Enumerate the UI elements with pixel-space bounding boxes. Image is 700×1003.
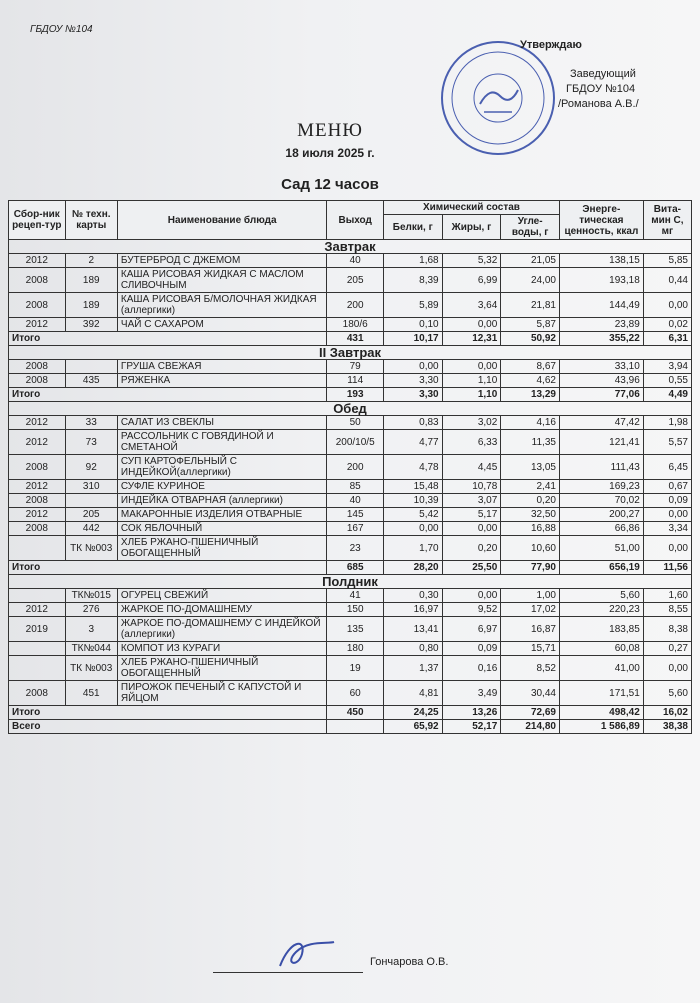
dish-name: РАССОЛЬНИК С ГОВЯДИНОЙ И СМЕТАНОЙ — [117, 430, 326, 455]
dish-name: ОГУРЕЦ СВЕЖИЙ — [117, 589, 326, 603]
table-row — [9, 430, 692, 455]
table-cell: 0,83 — [383, 416, 442, 430]
table-cell: 3 — [65, 617, 117, 642]
table-cell: 138,15 — [559, 254, 643, 268]
table-cell: 16,88 — [501, 522, 560, 536]
total-cell: 16,02 — [643, 706, 691, 720]
table-cell: 0,67 — [643, 480, 691, 494]
col-tech: № техн. карты — [65, 201, 117, 240]
table-cell: 4,81 — [383, 681, 442, 706]
col-belki: Белки, г — [383, 215, 442, 240]
table-cell: 40 — [327, 254, 384, 268]
table-cell: 24,00 — [501, 268, 560, 293]
table-cell: 2008 — [9, 374, 66, 388]
table-cell: 2019 — [9, 617, 66, 642]
total-cell: 685 — [327, 561, 384, 575]
table-cell: 6,99 — [442, 268, 501, 293]
table-cell: 144,49 — [559, 293, 643, 318]
table-cell: 2008 — [9, 494, 66, 508]
table-cell: 8,67 — [501, 360, 560, 374]
total-row — [9, 706, 692, 720]
table-row — [9, 536, 692, 561]
table-cell: 0,44 — [643, 268, 691, 293]
table-row — [9, 589, 692, 603]
table-cell: 5,57 — [643, 430, 691, 455]
total-cell: 10,17 — [383, 332, 442, 346]
table-cell: 79 — [327, 360, 384, 374]
table-cell: 1,68 — [383, 254, 442, 268]
dish-name: ИНДЕЙКА ОТВАРНАЯ (аллергики) — [117, 494, 326, 508]
table-cell — [9, 536, 66, 561]
table-cell: 1,00 — [501, 589, 560, 603]
approve-line: ГБДОУ №104 — [566, 83, 636, 95]
table-cell: 13,41 — [383, 617, 442, 642]
total-cell: 77,90 — [501, 561, 560, 575]
dish-name: СОК ЯБЛОЧНЫЙ — [117, 522, 326, 536]
table-cell: 32,50 — [501, 508, 560, 522]
total-label: Итого — [9, 388, 327, 402]
section-header — [9, 240, 692, 254]
approve-line: Утверждаю — [520, 39, 582, 51]
table-cell: 3,30 — [383, 374, 442, 388]
table-cell: 0,10 — [383, 318, 442, 332]
table-cell: 60 — [327, 681, 384, 706]
col-vyhod: Выход — [327, 201, 384, 240]
table-cell: 2012 — [9, 508, 66, 522]
table-cell: 2012 — [9, 603, 66, 617]
signature-line — [213, 936, 363, 973]
total-cell: 50,92 — [501, 332, 560, 346]
table-cell — [65, 494, 117, 508]
table-cell: 0,00 — [643, 536, 691, 561]
table-cell: 15,48 — [383, 480, 442, 494]
table-cell: 2008 — [9, 268, 66, 293]
table-cell: 0,27 — [643, 642, 691, 656]
table-cell: 8,52 — [501, 656, 560, 681]
table-cell: 8,39 — [383, 268, 442, 293]
section-header — [9, 402, 692, 416]
dish-name: КАША РИСОВАЯ Б/МОЛОЧНАЯ ЖИДКАЯ (аллергики) — [117, 293, 326, 318]
total-cell: 13,26 — [442, 706, 501, 720]
grand-total-cell — [327, 720, 384, 734]
table-row — [9, 480, 692, 494]
table-cell: 5,42 — [383, 508, 442, 522]
table-cell: 276 — [65, 603, 117, 617]
table-cell: 2012 — [9, 416, 66, 430]
table-cell: 2,41 — [501, 480, 560, 494]
table-cell: 193,18 — [559, 268, 643, 293]
table-cell: 0,09 — [643, 494, 691, 508]
table-row — [9, 508, 692, 522]
table-cell: 21,81 — [501, 293, 560, 318]
dish-name: РЯЖЕНКА — [117, 374, 326, 388]
total-cell: 656,19 — [559, 561, 643, 575]
table-cell: 85 — [327, 480, 384, 494]
table-cell: 2008 — [9, 360, 66, 374]
table-cell: 43,96 — [559, 374, 643, 388]
table-cell: 6,33 — [442, 430, 501, 455]
table-cell: 111,43 — [559, 455, 643, 480]
table-cell: 3,07 — [442, 494, 501, 508]
table-cell: 5,87 — [501, 318, 560, 332]
table-cell: 167 — [327, 522, 384, 536]
table-cell: 13,05 — [501, 455, 560, 480]
grand-total-row — [9, 720, 692, 734]
table-cell: 3,49 — [442, 681, 501, 706]
total-row — [9, 561, 692, 575]
table-cell: 17,02 — [501, 603, 560, 617]
table-cell: 8,38 — [643, 617, 691, 642]
table-cell: 1,70 — [383, 536, 442, 561]
table-cell: 15,71 — [501, 642, 560, 656]
table-cell: 3,02 — [442, 416, 501, 430]
table-cell: 0,02 — [643, 318, 691, 332]
table-row — [9, 293, 692, 318]
total-cell: 498,42 — [559, 706, 643, 720]
table-row — [9, 494, 692, 508]
table-row — [9, 318, 692, 332]
dish-name: КАША РИСОВАЯ ЖИДКАЯ С МАСЛОМ СЛИВОЧНЫМ — [117, 268, 326, 293]
dish-name: СУП КАРТОФЕЛЬНЫЙ С ИНДЕЙКОЙ(аллергики) — [117, 455, 326, 480]
table-cell: 0,20 — [501, 494, 560, 508]
table-cell: 51,00 — [559, 536, 643, 561]
table-cell: 205 — [327, 268, 384, 293]
table-cell: 0,00 — [643, 656, 691, 681]
grand-total-cell: 1 586,89 — [559, 720, 643, 734]
table-cell: 47,42 — [559, 416, 643, 430]
menu-table — [8, 200, 692, 734]
table-cell: 0,00 — [643, 293, 691, 318]
table-cell: 5,17 — [442, 508, 501, 522]
table-cell: 16,87 — [501, 617, 560, 642]
table-row — [9, 268, 692, 293]
dish-name: БУТЕРБРОД С ДЖЕМОМ — [117, 254, 326, 268]
total-cell: 12,31 — [442, 332, 501, 346]
table-cell: 9,52 — [442, 603, 501, 617]
grand-total-cell: 38,38 — [643, 720, 691, 734]
dish-name: КОМПОТ ИЗ КУРАГИ — [117, 642, 326, 656]
table-cell: 5,32 — [442, 254, 501, 268]
col-name: Наименование блюда — [117, 201, 326, 240]
table-cell: 0,30 — [383, 589, 442, 603]
table-cell: 220,23 — [559, 603, 643, 617]
table-cell — [65, 360, 117, 374]
total-cell: 72,69 — [501, 706, 560, 720]
table-cell: 6,97 — [442, 617, 501, 642]
table-cell: 189 — [65, 293, 117, 318]
table-cell: 40 — [327, 494, 384, 508]
table-cell: 2012 — [9, 430, 66, 455]
table-cell: 5,60 — [559, 589, 643, 603]
table-cell: 41,00 — [559, 656, 643, 681]
total-cell: 450 — [327, 706, 384, 720]
table-row — [9, 254, 692, 268]
table-cell: 171,51 — [559, 681, 643, 706]
col-chem: Химический состав — [383, 201, 559, 215]
col-sbornik: Сбор-ник рецеп-тур — [9, 201, 66, 240]
table-cell: 205 — [65, 508, 117, 522]
col-energy: Энерге-тическая ценность, ккал — [559, 201, 643, 240]
table-cell: 0,00 — [442, 522, 501, 536]
table-cell: 1,37 — [383, 656, 442, 681]
table-row — [9, 455, 692, 480]
table-cell: 50 — [327, 416, 384, 430]
table-cell: 145 — [327, 508, 384, 522]
table-cell: ТК №003 — [65, 536, 117, 561]
total-cell: 6,31 — [643, 332, 691, 346]
total-cell: 355,22 — [559, 332, 643, 346]
table-cell: 2008 — [9, 455, 66, 480]
table-cell: 310 — [65, 480, 117, 494]
table-cell: 73 — [65, 430, 117, 455]
col-zhiry: Жиры, г — [442, 215, 501, 240]
table-cell: 2012 — [9, 254, 66, 268]
table-row — [9, 374, 692, 388]
table-cell: ТК №003 — [65, 656, 117, 681]
approve-line: Заведующий — [570, 68, 636, 80]
org-name: ГБДОУ №104 — [30, 24, 93, 35]
table-cell: 70,02 — [559, 494, 643, 508]
table-cell: 442 — [65, 522, 117, 536]
dish-name: ЖАРКОЕ ПО-ДОМАШНЕМУ С ИНДЕЙКОЙ (аллергики) — [117, 617, 326, 642]
table-cell: 0,00 — [383, 522, 442, 536]
table-cell: 2 — [65, 254, 117, 268]
total-cell: 77,06 — [559, 388, 643, 402]
section-title: Завтрак — [9, 240, 692, 254]
table-cell: 183,85 — [559, 617, 643, 642]
dish-name: ЧАЙ С САХАРОМ — [117, 318, 326, 332]
table-row — [9, 360, 692, 374]
table-cell: 0,16 — [442, 656, 501, 681]
table-cell — [9, 656, 66, 681]
total-cell: 28,20 — [383, 561, 442, 575]
table-cell: 169,23 — [559, 480, 643, 494]
table-cell: 135 — [327, 617, 384, 642]
section-title: Полдник — [9, 575, 692, 589]
col-uglevody: Угле-воды, г — [501, 215, 560, 240]
dish-name: ЖАРКОЕ ПО-ДОМАШНЕМУ — [117, 603, 326, 617]
total-cell: 13,29 — [501, 388, 560, 402]
table-cell: 0,00 — [442, 589, 501, 603]
total-label: Итого — [9, 561, 327, 575]
signer-name: Гончарова О.В. — [370, 956, 449, 968]
table-cell: 23 — [327, 536, 384, 561]
table-row — [9, 681, 692, 706]
table-cell: 451 — [65, 681, 117, 706]
table-cell: 8,55 — [643, 603, 691, 617]
grand-total-cell: 65,92 — [383, 720, 442, 734]
total-row — [9, 388, 692, 402]
table-row — [9, 617, 692, 642]
total-label: Итого — [9, 706, 327, 720]
table-cell: 200,27 — [559, 508, 643, 522]
menu-date: 18 июля 2025 г. — [285, 146, 375, 160]
table-cell: 2008 — [9, 293, 66, 318]
menu-subtitle: Сад 12 часов — [281, 176, 379, 193]
table-cell: 189 — [65, 268, 117, 293]
total-row — [9, 332, 692, 346]
table-cell: 6,45 — [643, 455, 691, 480]
dish-name: МАКАРОННЫЕ ИЗДЕЛИЯ ОТВАРНЫЕ — [117, 508, 326, 522]
total-cell: 3,30 — [383, 388, 442, 402]
table-cell: 0,20 — [442, 536, 501, 561]
table-cell: 30,44 — [501, 681, 560, 706]
section-header — [9, 346, 692, 360]
table-cell: 200 — [327, 293, 384, 318]
table-cell: 10,60 — [501, 536, 560, 561]
table-cell: 21,05 — [501, 254, 560, 268]
total-cell: 431 — [327, 332, 384, 346]
table-cell: 2012 — [9, 318, 66, 332]
table-cell: 0,55 — [643, 374, 691, 388]
table-cell: 60,08 — [559, 642, 643, 656]
table-cell: 4,77 — [383, 430, 442, 455]
table-cell: 3,94 — [643, 360, 691, 374]
table-cell: 392 — [65, 318, 117, 332]
table-cell: 92 — [65, 455, 117, 480]
table-row — [9, 522, 692, 536]
dish-name: ХЛЕБ РЖАНО-ПШЕНИЧНЫЙ ОБОГАЩЕННЫЙ — [117, 536, 326, 561]
approval-block — [520, 38, 639, 112]
table-cell: 2008 — [9, 522, 66, 536]
table-row — [9, 603, 692, 617]
table-cell: 4,78 — [383, 455, 442, 480]
dish-name: САЛАТ ИЗ СВЕКЛЫ — [117, 416, 326, 430]
table-cell — [9, 589, 66, 603]
page-title: МЕНЮ — [297, 120, 363, 141]
section-header — [9, 575, 692, 589]
table-cell: 180 — [327, 642, 384, 656]
dish-name: ГРУША СВЕЖАЯ — [117, 360, 326, 374]
table-cell: 0,00 — [643, 508, 691, 522]
table-cell: 16,97 — [383, 603, 442, 617]
table-cell: 5,89 — [383, 293, 442, 318]
total-cell: 1,10 — [442, 388, 501, 402]
table-cell: 0,09 — [442, 642, 501, 656]
table-cell: 0,00 — [442, 318, 501, 332]
menu-body — [9, 240, 692, 734]
table-cell: 0,80 — [383, 642, 442, 656]
table-cell: 10,39 — [383, 494, 442, 508]
table-cell: ТК№044 — [65, 642, 117, 656]
table-row — [9, 656, 692, 681]
table-cell: 200/10/5 — [327, 430, 384, 455]
total-label: Итого — [9, 332, 327, 346]
table-cell: 4,16 — [501, 416, 560, 430]
col-vitamin: Вита-мин С, мг — [643, 201, 691, 240]
total-cell: 4,49 — [643, 388, 691, 402]
total-cell: 193 — [327, 388, 384, 402]
table-cell: 121,41 — [559, 430, 643, 455]
table-cell: 66,86 — [559, 522, 643, 536]
table-cell: 0,00 — [383, 360, 442, 374]
table-cell: 5,85 — [643, 254, 691, 268]
dish-name: ПИРОЖОК ПЕЧЕНЫЙ С КАПУСТОЙ И ЯЙЦОМ — [117, 681, 326, 706]
approve-line: /Романова А.В./ — [558, 98, 639, 110]
table-cell: 114 — [327, 374, 384, 388]
grand-total-label: Всего — [9, 720, 327, 734]
grand-total-cell: 52,17 — [442, 720, 501, 734]
table-cell: 10,78 — [442, 480, 501, 494]
total-cell: 11,56 — [643, 561, 691, 575]
total-cell: 25,50 — [442, 561, 501, 575]
table-cell: 150 — [327, 603, 384, 617]
table-cell: 3,34 — [643, 522, 691, 536]
dish-name: ХЛЕБ РЖАНО-ПШЕНИЧНЫЙ ОБОГАЩЕННЫЙ — [117, 656, 326, 681]
table-cell: 3,64 — [442, 293, 501, 318]
table-cell: 0,00 — [442, 360, 501, 374]
total-cell: 24,25 — [383, 706, 442, 720]
table-cell: 2008 — [9, 681, 66, 706]
table-cell: 435 — [65, 374, 117, 388]
table-cell: 1,60 — [643, 589, 691, 603]
table-cell: 4,62 — [501, 374, 560, 388]
grand-total-cell: 214,80 — [501, 720, 560, 734]
table-cell: 5,60 — [643, 681, 691, 706]
table-row — [9, 642, 692, 656]
table-cell: 2012 — [9, 480, 66, 494]
section-title: Обед — [9, 402, 692, 416]
table-cell: 180/6 — [327, 318, 384, 332]
table-cell: 200 — [327, 455, 384, 480]
table-cell: 41 — [327, 589, 384, 603]
table-cell: 19 — [327, 656, 384, 681]
table-cell: ТК№015 — [65, 589, 117, 603]
table-cell: 33,10 — [559, 360, 643, 374]
table-cell — [9, 642, 66, 656]
table-row — [9, 416, 692, 430]
table-cell: 1,10 — [442, 374, 501, 388]
table-cell: 23,89 — [559, 318, 643, 332]
table-cell: 1,98 — [643, 416, 691, 430]
table-cell: 4,45 — [442, 455, 501, 480]
table-cell: 11,35 — [501, 430, 560, 455]
section-title: II Завтрак — [9, 346, 692, 360]
table-cell: 33 — [65, 416, 117, 430]
dish-name: СУФЛЕ КУРИНОЕ — [117, 480, 326, 494]
